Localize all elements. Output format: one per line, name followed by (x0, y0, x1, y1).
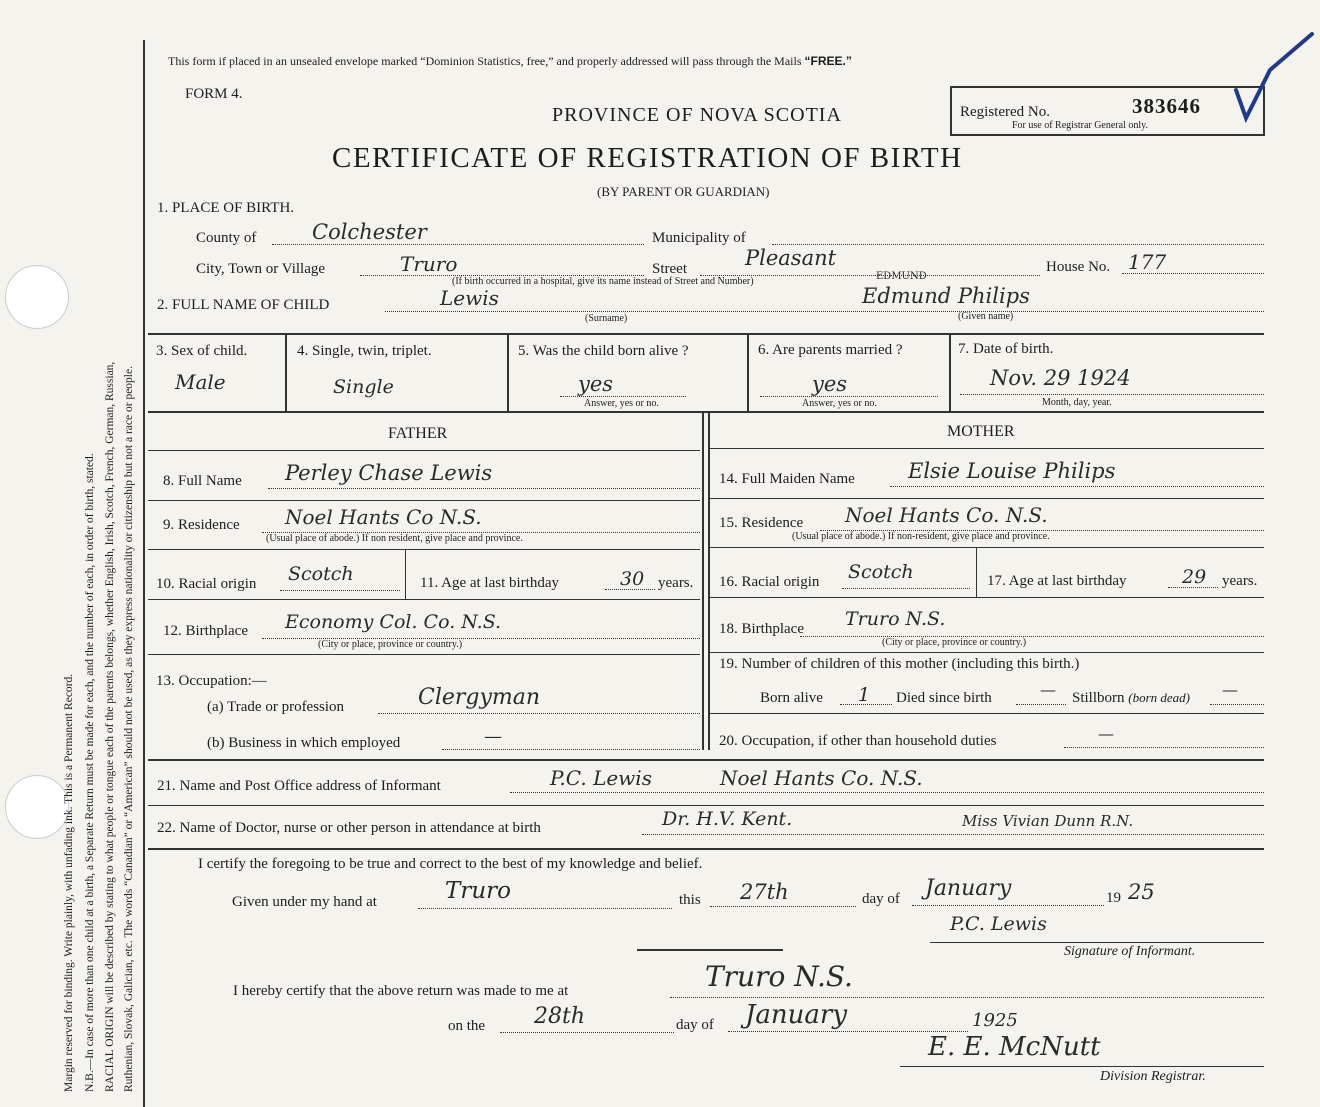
sex-value: Male (175, 370, 226, 394)
mother-residence: Noel Hants Co. N.S. (845, 503, 1048, 527)
father-residence: Noel Hants Co N.S. (285, 505, 482, 529)
mother-occupation: — (1098, 724, 1114, 743)
informant-signature: P.C. Lewis (950, 913, 1047, 935)
father-birthplace-note: (City or place, province or country.) (318, 639, 463, 650)
father-occupation-label: 13. Occupation:— (156, 673, 267, 689)
single-label: 4. Single, twin, triplet. (297, 343, 432, 359)
father-birthplace-label: 12. Birthplace (163, 623, 248, 639)
street-label: Street (652, 261, 687, 277)
business-value: — (484, 726, 502, 747)
doctor-label: 22. Name of Doctor, nurse or other person in attendance at birth (157, 820, 541, 836)
street-value: Pleasant (745, 246, 837, 270)
informant-signature-label: Signature of Informant. (1064, 944, 1196, 959)
hospital-note: (If birth occurred in a hospital, give its name instead of Street and Number) (452, 276, 754, 287)
mother-occupation-label: 20. Occupation, if other than household duties (719, 733, 997, 749)
born-alive-note: Answer, yes or no. (584, 398, 659, 409)
father-age-label: 11. Age at last birthday (420, 575, 559, 591)
binding-margin-rule (143, 40, 145, 1107)
given-name-correction: EDMUND (876, 271, 927, 282)
informant-address: Noel Hants Co. N.S. (720, 766, 923, 790)
province-title: PROVINCE OF NOVA SCOTIA (552, 104, 842, 126)
nurse-name: Miss Vivian Dunn R.N. (962, 812, 1134, 830)
father-race: Scotch (288, 563, 354, 585)
given-place: Truro (445, 878, 511, 904)
margin-note-3: RACIAL ORIGIN will be described by stating to what people or tongue each of the parents belongs, whether English, Irish, Scotch, French, German, Russian, (104, 361, 116, 1092)
father-age-years: years. (658, 575, 694, 591)
father-name: Perley Chase Lewis (285, 461, 493, 485)
house-value: 177 (1128, 250, 1167, 274)
certificate-subtitle: (BY PARENT OR GUARDIAN) (597, 184, 770, 199)
father-residence-label: 9. Residence (163, 517, 240, 533)
given-year-prefix: 19 (1106, 890, 1121, 906)
born-alive-count: 1 (858, 684, 871, 706)
mother-birthplace-note: (City or place, province or country.) (882, 637, 1027, 648)
given-day: 27th (740, 880, 789, 904)
registrar-signature: E. E. McNutt (928, 1032, 1101, 1062)
father-age: 30 (620, 568, 645, 590)
mother-age-label: 17. Age at last birthday (987, 573, 1127, 589)
mother-age-years: years. (1222, 573, 1258, 589)
registered-label: Registered No. (960, 104, 1050, 120)
county-label: County of (196, 230, 257, 246)
married-value: yes (812, 372, 848, 396)
municipality-label: Municipality of (652, 230, 746, 246)
this-label: this (679, 892, 701, 908)
stillborn-value: — (1222, 680, 1238, 699)
business-label: (b) Business in which employed (207, 735, 401, 751)
mother-race: Scotch (848, 561, 914, 583)
informant-label: 21. Name and Post Office address of Informant (157, 778, 441, 794)
died-value: — (1040, 680, 1056, 699)
certify-text: I certify the foregoing to be true and correct to the best of my knowledge and belief. (198, 856, 703, 872)
county-value: Colchester (312, 220, 427, 244)
single-value: Single (333, 376, 394, 398)
mail-notice: This form if placed in an unsealed envelope marked “Dominion Statistics, free,” and properly addressed will pass through the Mails “FREE.” (168, 54, 852, 68)
given-name-note: (Given name) (958, 311, 1014, 322)
check-mark-icon (1228, 30, 1318, 125)
registrar-on-label: on the (448, 1018, 486, 1034)
margin-note-4: Ruthenian, Slovak, Galician, etc. The words “Canadian” or “American” should not be used, as they express nationality or citizenship but not a race or people. (123, 366, 135, 1092)
born-alive-label: 5. Was the child born alive ? (518, 343, 689, 359)
children-label: 19. Number of children of this mother (including this birth.) (719, 656, 1080, 672)
given-month: January (925, 876, 1012, 901)
trade-value: Clergyman (418, 685, 541, 710)
mother-birthplace-label: 18. Birthplace (719, 621, 804, 637)
certificate-title: CERTIFICATE OF REGISTRATION OF BIRTH (332, 142, 963, 174)
registrar-month: January (745, 1000, 848, 1030)
city-label: City, Town or Village (196, 261, 326, 277)
father-heading: FATHER (388, 425, 448, 442)
mother-name-label: 14. Full Maiden Name (719, 471, 855, 487)
surname-note: (Surname) (585, 313, 628, 324)
city-value: Truro (400, 252, 458, 276)
place-of-birth-label: 1. PLACE OF BIRTH. (157, 200, 295, 216)
mother-age: 29 (1182, 566, 1207, 588)
trade-label: (a) Trade or profession (207, 699, 345, 715)
registrar-year: 1925 (972, 1010, 1018, 1031)
given-dayof-label: day of (862, 891, 900, 907)
child-given-name: Edmund Philips (862, 284, 1030, 308)
registrar-day: 28th (534, 1004, 586, 1029)
dob-value: Nov. 29 1924 (990, 366, 1131, 390)
born-alive-value: yes (578, 372, 614, 396)
born-alive-count-label: Born alive (760, 690, 823, 706)
given-year: 25 (1128, 880, 1155, 904)
dob-note: Month, day, year. (1042, 397, 1112, 408)
married-label: 6. Are parents married ? (758, 342, 903, 358)
father-residence-note: (Usual place of abode.) If non resident, give place and province. (266, 533, 523, 544)
registrar-dayof-label: day of (676, 1017, 714, 1033)
mother-residence-label: 15. Residence (719, 515, 804, 531)
registered-box (950, 86, 1265, 136)
father-race-label: 10. Racial origin (156, 576, 257, 592)
registrar-note: For use of Registrar General only. (1012, 120, 1148, 131)
married-note: Answer, yes or no. (802, 398, 877, 409)
margin-note-1: Margin reserved for binding. Write plainly, with unfading ink. This is a Permanent Record. (63, 673, 75, 1092)
informant-name: P.C. Lewis (550, 766, 652, 790)
mother-heading: MOTHER (947, 423, 1015, 440)
father-birthplace: Economy Col. Co. N.S. (285, 611, 502, 633)
doctor-name: Dr. H.V. Kent. (662, 808, 793, 830)
mother-race-label: 16. Racial origin (719, 574, 820, 590)
given-label: Given under my hand at (232, 894, 377, 910)
father-mother-divider (702, 413, 704, 750)
child-name-label: 2. FULL NAME OF CHILD (157, 297, 330, 313)
registered-number: 383646 (1132, 94, 1201, 118)
sex-label: 3. Sex of child. (156, 343, 248, 359)
father-name-label: 8. Full Name (163, 473, 242, 489)
registrar-place: Truro N.S. (705, 960, 853, 993)
stillborn-label: Stillborn (born dead) (1072, 690, 1191, 706)
form-number: FORM 4. (185, 86, 243, 102)
margin-note-2: N.B.—In case of more than one child at a birth, a Separate Return must be made for each, and the number of each, in order of birth, stated. (84, 453, 96, 1092)
house-label: House No. (1046, 259, 1111, 275)
mother-name: Elsie Louise Philips (908, 459, 1116, 483)
punch-hole-top (5, 265, 69, 329)
died-label: Died since birth (896, 690, 992, 706)
child-surname: Lewis (440, 286, 499, 310)
dob-label: 7. Date of birth. (958, 341, 1054, 357)
division-registrar-label: Division Registrar. (1100, 1069, 1206, 1084)
punch-hole-bottom (5, 775, 69, 839)
registrar-text: I hereby certify that the above return was made to me at (233, 983, 569, 999)
mother-birthplace: Truro N.S. (845, 608, 946, 630)
mother-residence-note: (Usual place of abode.) If non-resident, give place and province. (792, 531, 1050, 542)
